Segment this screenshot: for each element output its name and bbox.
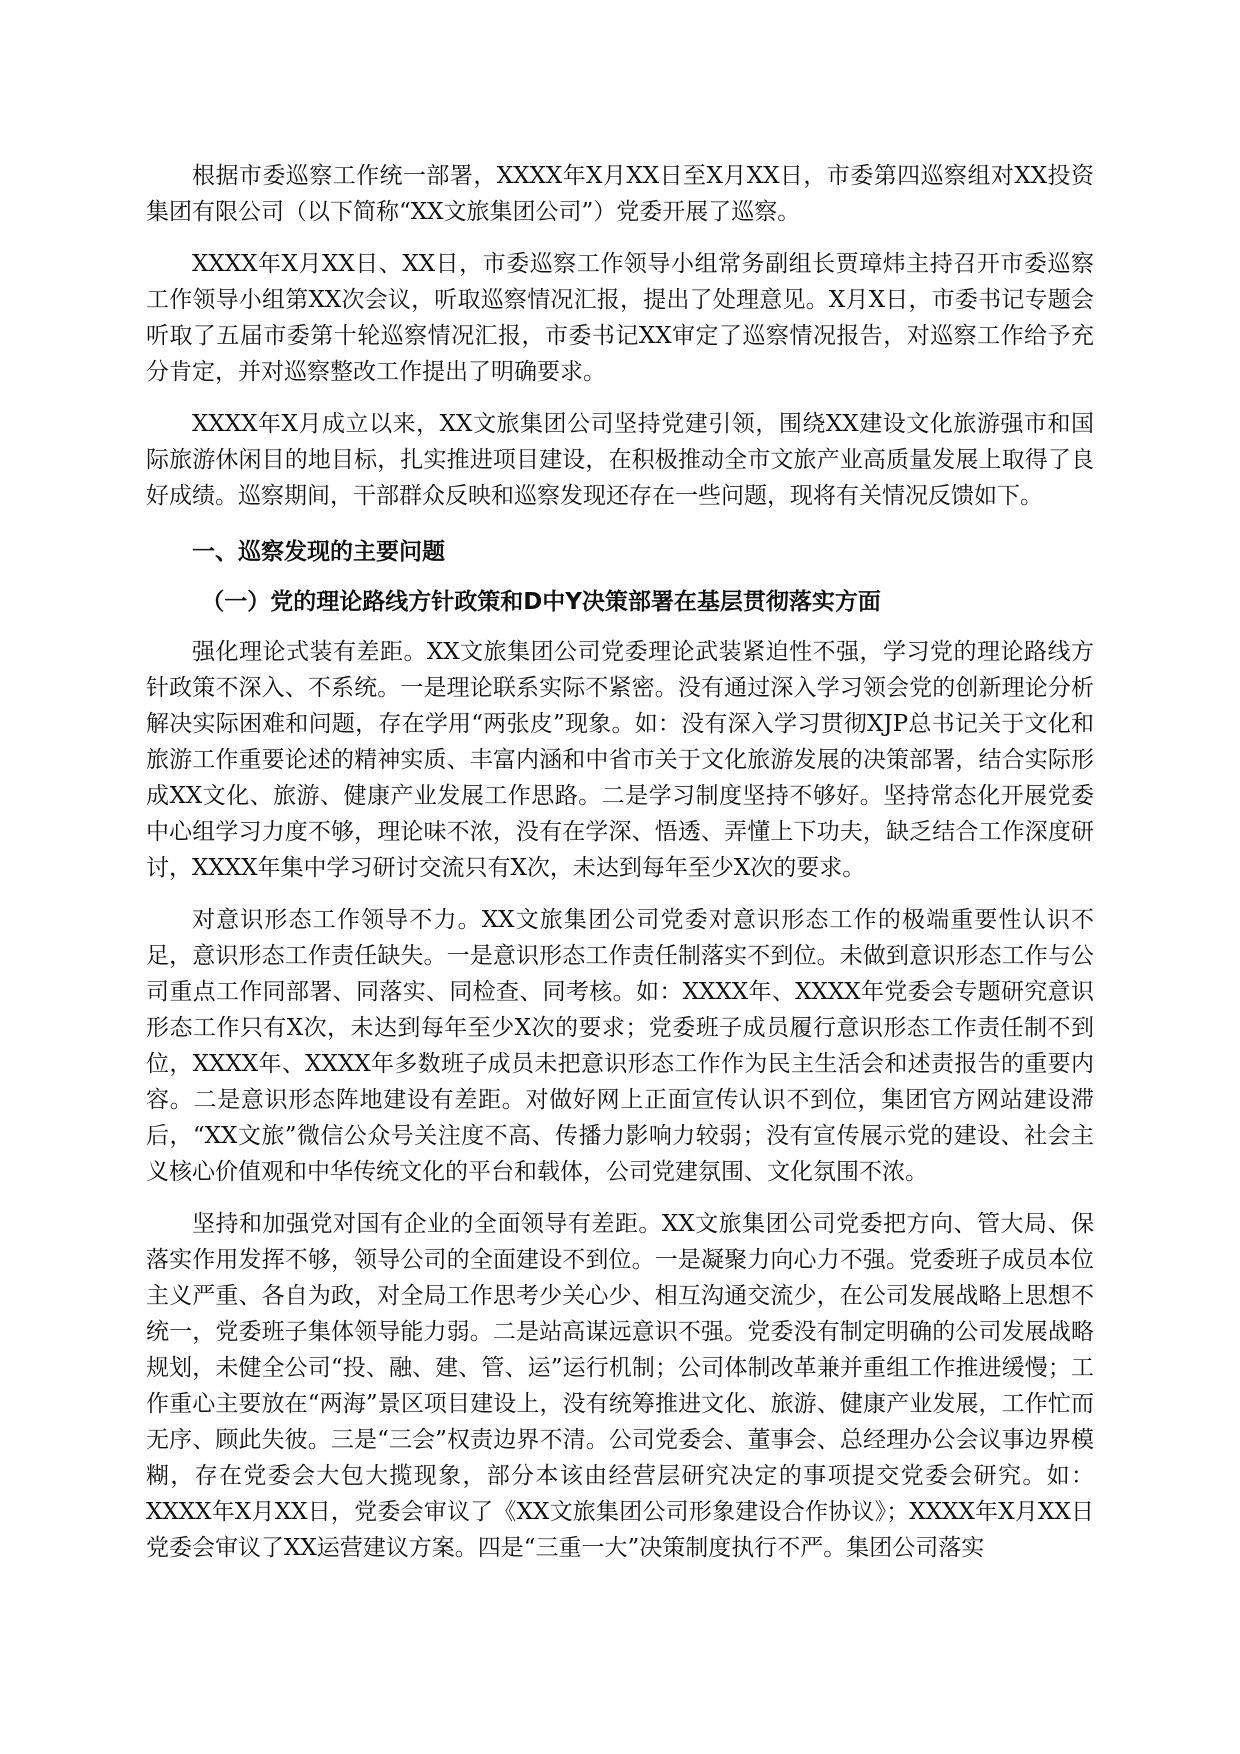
body-paragraph-theory: 强化理论式装有差距。XX文旅集团公司党委理论武装紧迫性不强，学习党的理论路线方针政策不深入、不系统。一是理论联系实际不紧密。没有通过深入学习领会党的创新理论分析解决实际困难和问题，存在学用“两张皮”现象。如：没有深入学习贯彻XJP总书记关于文化和旅游工作重要论述的精神实质、丰富内涵和中省市关于文化旅游发展的决策部署，结合实际形成XX文化、旅游、健康产业发展工作思路。二是学习制度坚持不够好。坚持常态化开展党委中心组学习力度不够，理论味不浓，没有在学深、悟透、弄懂上下功夫，缺乏结合工作深度研讨，XXXX年集中学习研讨交流只有X次，未达到每年至少X次的要求。: [146, 639, 1094, 881]
subsection-heading-1: （一）党的理论路线方针政策和D中Y决策部署在基层贯彻落实方面: [201, 589, 881, 615]
document-body: [146, 158, 1094, 1582]
section-heading-main-problems: 一、巡察发现的主要问题: [192, 539, 445, 565]
body-paragraph-ideology: 对意识形态工作领导不力。XX文旅集团公司党委对意识形态工作的极端重要性认识不足，意识形态工作责任缺失。一是意识形态工作责任制落实不到位。未做到意识形态工作与公司重点工作同部署、同落实、同检查、同考核。如：XXXX年、XXXX年党委会专题研究意识形态工作只有X次，未达到每年至少X次的要求；党委班子成员履行意识形态工作责任制不到位，XXXX年、XXXX年多数班子成员未把意识形态工作作为民主生活会和述责报告的重要内容。二是意识形态阵地建设有差距。对做好网上正面宣传认识不到位，集团官方网站建设滞后，“XX文旅”微信公众号关注度不高、传播力影响力较弱；没有宣传展示党的建设、社会主义核心价值观和中华传统文化的平台和载体，公司党建氛围、文化氛围不浓。: [146, 907, 1094, 1185]
body-paragraph-leadership: 坚持和加强党对国有企业的全面领导有差距。XX文旅集团公司党委把方向、管大局、保落实作用发挥不够，领导公司的全面建设不到位。一是凝聚力向心力不强。党委班子成员本位主义严重、各自为政，对全局工作思考少关心少、相互沟通交流少，在公司发展战略上思想不统一，党委班子集体领导能力弱。二是站高谋远意识不强。党委没有制定明确的公司发展战略规划，未健全公司“投、融、建、管、运”运行机制；公司体制改革兼并重组工作推进缓慢；工作重心主要放在“两海”景区项目建设上，没有统筹推进文化、旅游、健康产业发展，工作忙而无序、顾此失彼。三是“三会”权责边界不清。公司党委会、董事会、总经理办公会议事边界模糊，存在党委会大包大揽现象，部分本该由经营层研究决定的事项提交党委会研究。如：XXXX年X月XX日，党委会审议了《XX文旅集团公司形象建设合作协议》；XXXX年X月XX日党委会审议了XX运营建议方案。四是“三重一大”决策制度执行不严。集团公司落实: [146, 1211, 1094, 1561]
intro-paragraph-2: XXXX年X月XX日、XX日，市委巡察工作领导小组常务副组长贾璋炜主持召开市委巡察工作领导小组第XX次会议，听取巡察情况汇报，提出了处理意见。X月X日，市委书记专题会听取了五届市委第十轮巡察情况汇报，市委书记XX审定了巡察情况报告，对巡察工作给予充分肯定，并对巡察整改工作提出了明确要求。: [146, 251, 1094, 385]
intro-paragraph-3: XXXX年X月成立以来，XX文旅集团公司坚持党建引领，围绕XX建设文化旅游强市和国际旅游休闲目的地目标，扎实推进项目建设，在积极推动全市文旅产业高质量发展上取得了良好成绩。巡察期间，干部群众反映和巡察发现还存在一些问题，现将有关情况反馈如下。: [146, 411, 1094, 509]
intro-paragraph-1: 根据市委巡察工作统一部署，XXXX年X月XX日至X月XX日，市委第四巡察组对XX投资集团有限公司（以下简称“XX文旅集团公司”）党委开展了巡察。: [146, 163, 1094, 225]
